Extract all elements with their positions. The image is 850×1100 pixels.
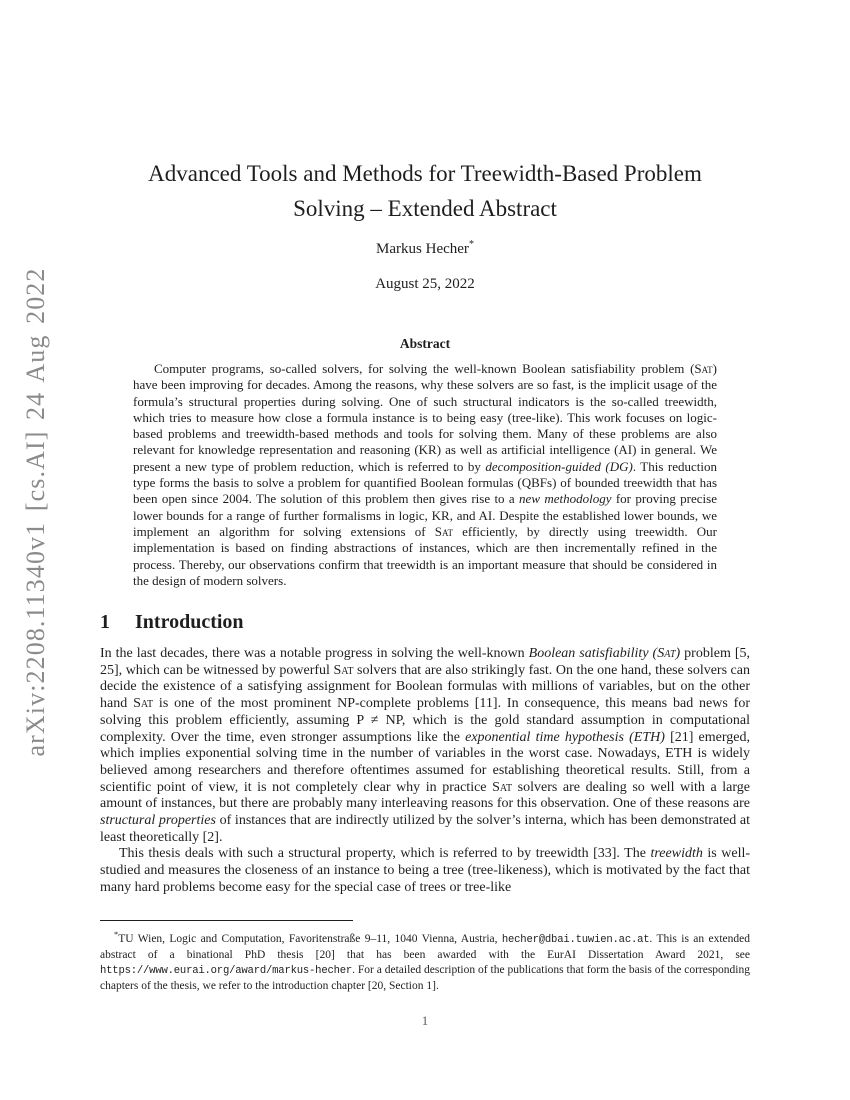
abstract-text: Computer programs, so-called solvers, for solving the well-known Boolean satisfiability problem (Sat) have been improving for decades. Among the reasons, why these solvers are so fast, is the implicit usage of the formula’s structural properties during solving. One of such structural indicators is the so-called treewidth, which tries to measure how close a formula instance is to being easy (tree-like). This work focuses on logic-based problems and treewidth-based methods and tools for solving them. Many of these problems are also relevant for knowledge representation and reasoning (KR) as well as artificial intelligence (AI) in general. We present a new type of problem reduction, which is referred to by decomposition-guided (DG). This reduction type forms the basis to solve a problem for quantified Boolean formulas (QBFs) of bounded treewidth that has been open since 2004. The solution of this problem then gives rise to a new methodology for proving precise lower bounds for a range of further formalisms in logic, KR, and AI. Despite the established lower bounds, we implement an algorithm for solving extensions of Sat efficiently, by directly using treewidth. Our implementation is based on finding abstractions of instances, which are then incrementally refined in the process. Thereby, our observations confirm that treewidth is an important measure that should be considered in the design of modern solvers. bbox=[133, 361, 717, 588]
page-number: 1 bbox=[421, 1013, 429, 1028]
footnote-mark: * bbox=[114, 929, 119, 939]
author-name: Markus Hecher bbox=[376, 241, 469, 257]
section-1-number: 1 bbox=[100, 611, 110, 633]
footnote-block bbox=[100, 920, 750, 994]
intro-paragraph-1: In the last decades, there was a notable progress in solving the well-known Boolean satisfiability (Sat) problem [5, 25], which can be witnessed by powerful Sat solvers that are also strikingly fast. On the one hand, these solvers can decide the existence of a satisfying assignment for Boolean formulas with millions of variables, but on the other hand Sat is one of the most prominent NP-complete problems [11]. In consequence, this means bad news for solving this problem efficiently, assuming P ≠ NP, which is the gold standard assumption in computational complexity. Over the time, even stronger assumptions like the exponential time hypothesis (ETH) [21] emerged, which implies exponential solving time in the number of variables in the worst case. Nowadays, ETH is widely believed among researchers and therefore oftentimes assumed for establishing theoretical results. Still, from a scientific point of view, it is not completely clear why in practice Sat solvers are dealing so well with a large amount of instances, but there are probably many interleaving reasons for this observation. One of these reasons are structural properties of instances that are indirectly utilized by the solver’s interna, which has been demonstrated at least theoretically [2]. bbox=[100, 646, 751, 845]
paper-title-line-1: Advanced Tools and Methods for Treewidth-Based Problem bbox=[148, 161, 702, 186]
abstract-heading: Abstract bbox=[399, 336, 451, 351]
section-1-title: Introduction bbox=[135, 611, 244, 633]
footnote-text bbox=[100, 927, 750, 994]
paper-title bbox=[100, 156, 750, 226]
author-line bbox=[100, 239, 750, 258]
introduction-body bbox=[100, 646, 750, 897]
author-footnote-mark: * bbox=[468, 239, 474, 250]
arxiv-watermark: arXiv:2208.11340v1 [cs.AI] 24 Aug 2022 bbox=[21, 267, 50, 757]
section-1-heading bbox=[100, 611, 750, 634]
paper-content bbox=[100, 0, 750, 1100]
intro-paragraph-2: This thesis deals with such a structural property, which is referred to by treewidth [33]. The treewidth is well-studied and measures the closeness of an instance to being a tree (tree-likeness), which is motivated by the fact that many hard problems become easy for the special case of trees or tree-like bbox=[100, 846, 751, 895]
paper-title-line-2: Solving – Extended Abstract bbox=[293, 196, 557, 221]
footnote-rule bbox=[100, 920, 353, 921]
footnote-body: TU Wien, Logic and Computation, Favoritenstraße 9–11, 1040 Vienna, Austria, hecher@dbai.tuwien.ac.at. This is an extended abstract of a binational PhD thesis [20] that has been awarded with the EurAI Dissertation Award 2021, see https://www.eurai.org/award/markus-hecher. For a detailed description of the publications that form the basis of the corresponding chapters of the thesis, we refer to the introduction chapter [20, Section 1]. bbox=[100, 932, 750, 992]
publication-date: August 25, 2022 bbox=[375, 276, 475, 292]
abstract-section bbox=[133, 336, 717, 602]
